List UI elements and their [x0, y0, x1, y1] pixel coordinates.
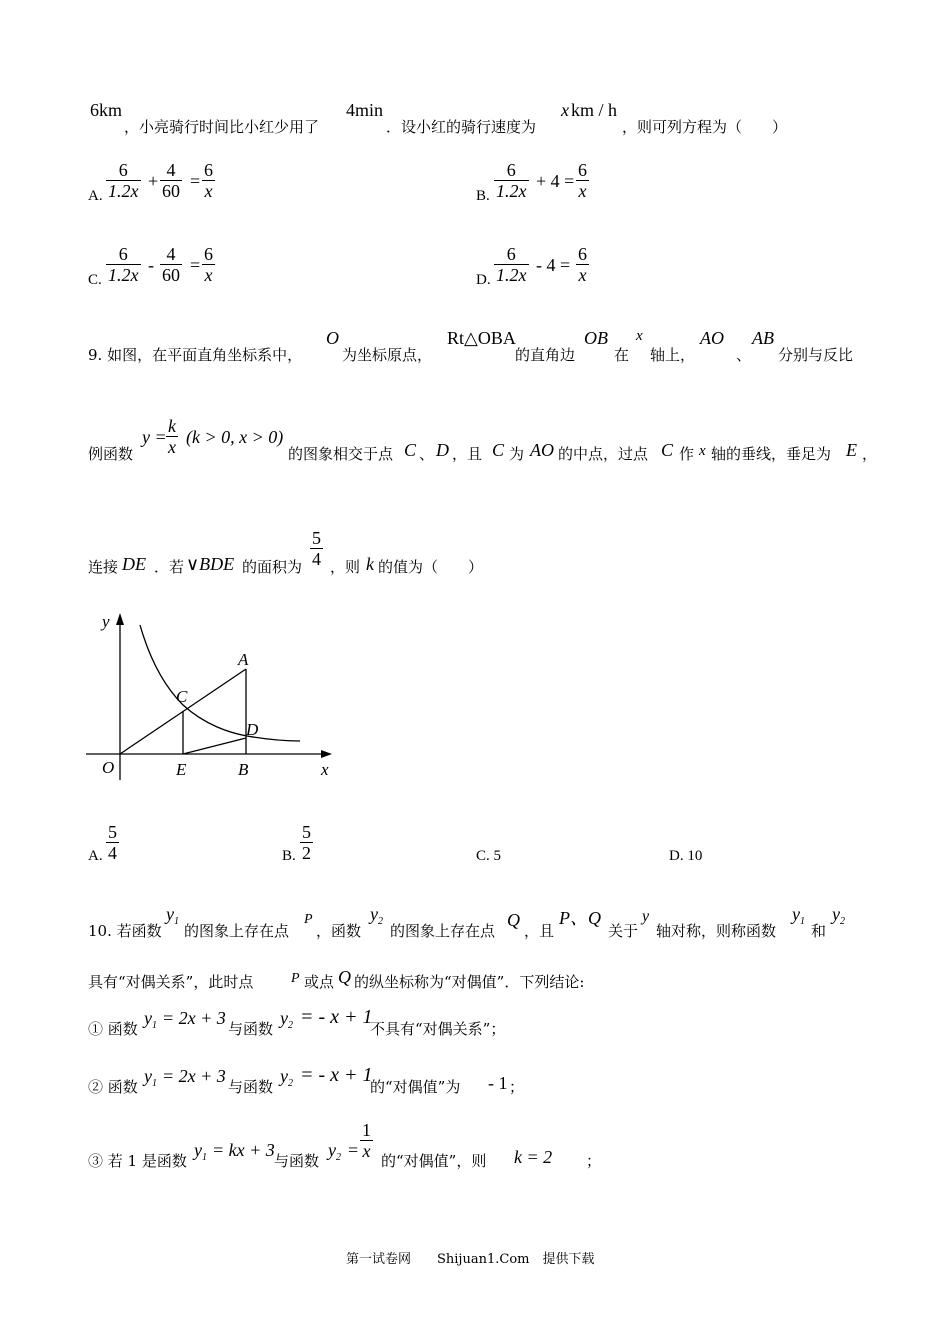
q8-option-c-frac1: $\frac{6}{1.2x}$	[108, 244, 139, 285]
q9-area-frac: $\frac{5}{4}$	[312, 528, 321, 569]
q8-option-a-label: A.	[88, 188, 103, 204]
q10-c2-a: ② 函数	[88, 1078, 138, 1096]
q9-line3-c: 的面积为	[242, 558, 303, 576]
figure-label-x: x	[321, 760, 329, 779]
q9-line1-f: 分别与反比	[778, 346, 854, 364]
speed-var: x	[561, 100, 569, 120]
q9-func-cond: (k > 0, x > 0)	[186, 427, 284, 447]
q8-option-b-frac3: $\frac{6}{x}$	[578, 160, 587, 201]
page-footer: 第一试卷网 Shijuan1.Com 提供下载	[346, 1252, 595, 1267]
q10-l1-a: 10. 若函数	[88, 922, 162, 940]
q10-l2-b: 或点	[304, 973, 335, 991]
q9-line1-c: 的直角边	[515, 346, 576, 364]
q9-origin-O: O	[326, 328, 339, 348]
figure-label-E: E	[176, 760, 187, 779]
q9-line2-a: 例函数	[88, 445, 134, 463]
segment-ED	[183, 738, 246, 754]
q10-c3-y1: $y_1$	[194, 1140, 207, 1163]
q10-c1-a: ① 函数	[88, 1020, 138, 1038]
q9-option-d: D. 10	[669, 848, 703, 864]
q10-c2-y1: $y_1$	[144, 1066, 157, 1089]
q9-line1-b: 为坐标原点，	[342, 346, 433, 364]
q9-E: E	[846, 440, 857, 460]
q9-line3-b: ．若	[154, 558, 185, 576]
speed-unit: km / h	[571, 100, 618, 120]
q9-func-frac: $\frac{k}{x}$	[168, 416, 176, 457]
q9-AO: AO	[700, 328, 724, 348]
q10-l1-d: 的图象上存在点	[390, 922, 496, 940]
q8-text-2: ．设小红的骑行速度为	[386, 118, 537, 136]
q10-c3-a: ③ 若 1 是函数	[88, 1152, 187, 1170]
q8-text-3: ，则可列方程为（ ）	[622, 118, 788, 136]
q10-Q2: Q	[338, 967, 351, 987]
q9-option-a-frac: $\frac{5}{4}$	[108, 822, 117, 863]
q9-rt-triangle: Rt△OBA	[447, 328, 516, 348]
q10-l1-b: 的图象上存在点	[184, 922, 290, 940]
q9-line2-f: 作	[679, 445, 695, 463]
q9-tri: ∨BDE	[186, 554, 235, 574]
figure-label-B: B	[238, 760, 249, 779]
q9-AB: AB	[752, 328, 774, 348]
q10-c1-f1: = 2x + 3	[162, 1008, 226, 1028]
figure-label-O: O	[102, 758, 115, 777]
q10-l1-e: ，且	[524, 922, 555, 940]
q9-line1-e: 轴上，	[650, 346, 696, 364]
q8-option-a-frac1: $\frac{6}{1.2x}$	[108, 160, 139, 201]
figure-label-D: D	[246, 720, 259, 739]
q9-line1-d: 在	[614, 346, 630, 364]
q9-option-c: C. 5	[476, 848, 502, 864]
q10-c3-y2: $y_2$	[328, 1140, 341, 1163]
q8-text-1: ，小亮骑行时间比小红少用了	[124, 118, 320, 136]
q10-c1-b: 与函数	[228, 1020, 274, 1038]
q10-c3-k: k = 2	[514, 1147, 553, 1167]
q10-l2-a: 具有“对偶关系”，此时点	[88, 973, 254, 991]
q10-l2-c: 的纵坐标称为“对偶值”．下列结论:	[354, 973, 585, 991]
q9-DE: DE	[122, 554, 146, 574]
q8-option-d-frac3: $\frac{6}{x}$	[578, 244, 587, 285]
q10-c3-c: 的“对偶值”，则	[381, 1152, 487, 1170]
q9-line3-a: 连接	[88, 558, 119, 576]
q9-line2-e: 的中点，过点	[558, 445, 649, 463]
q9-k: k	[366, 554, 374, 574]
q10-y1-b: $y_1$	[792, 904, 805, 927]
q9-C2: C	[492, 440, 505, 460]
q9-func-lhs: y =	[142, 427, 167, 447]
q10-c3-e: ；	[586, 1152, 602, 1170]
q10-y2: $y_2$	[370, 904, 383, 927]
q9-dun2: 、	[419, 445, 435, 463]
q9-line2-b: 的图象相交于点	[288, 445, 394, 463]
q10-P2: P	[291, 971, 300, 986]
q10-c2-f1: = 2x + 3	[162, 1066, 226, 1086]
q8-option-c-frac2: $\frac{4}{60}$	[162, 244, 180, 285]
q8-option-a-op: +	[148, 171, 159, 191]
q10-c3-b: 与函数	[274, 1152, 320, 1170]
q10-c1-c: 不具有“对偶关系”；	[370, 1020, 506, 1038]
q9-C: C	[404, 440, 417, 460]
q8-option-c-label: C.	[88, 272, 102, 288]
q10-c2-y2: $y_2$	[280, 1066, 293, 1089]
q8-option-c-frac3: $\frac{6}{x}$	[204, 244, 213, 285]
q9-x: x	[636, 328, 643, 344]
q10-c3-f1: = kx + 3	[212, 1140, 275, 1160]
q9-line3-e: 的值为（ ）	[378, 558, 484, 576]
q8-option-b-op: + 4 =	[536, 171, 575, 191]
q9-x2: x	[699, 443, 706, 459]
q9-comma: ，	[862, 445, 878, 463]
figure-label-A: A	[238, 650, 249, 669]
q10-l1-g: 轴对称，则称函数	[656, 922, 777, 940]
q10-l1-f: 关于	[608, 922, 639, 940]
q9-line1-a: 9. 如图，在平面直角坐标系中，	[88, 346, 303, 364]
q10-c3-eq: =	[348, 1140, 359, 1160]
q10-c2-b: 与函数	[228, 1078, 274, 1096]
q10-c2-val: - 1	[488, 1073, 508, 1093]
q10-y1: $y_1$	[166, 904, 179, 927]
q8-option-d-label: D.	[476, 272, 491, 288]
q10-c1-y2: $y_2$	[280, 1008, 293, 1031]
q8-option-a-eq: =	[190, 171, 201, 191]
q9-option-b-frac: $\frac{5}{2}$	[302, 822, 311, 863]
q9-C3: C	[661, 440, 674, 460]
q10-y2-b: $y_2$	[832, 904, 845, 927]
q10-P: P	[304, 912, 313, 927]
q8-option-c-eq: =	[190, 255, 201, 275]
q8-option-c-op: -	[148, 255, 154, 275]
q10-l1-h: 和	[811, 922, 827, 940]
q10-PQ: P、Q	[559, 908, 601, 928]
q10-Q: Q	[507, 910, 520, 930]
y-axis-arrow	[116, 613, 124, 625]
q9-line2-g: 轴的垂线，垂足为	[711, 445, 832, 463]
q9-option-a-label: A.	[88, 848, 103, 864]
q9-line2-d: 为	[509, 445, 525, 463]
q8-option-b-frac1: $\frac{6}{1.2x}$	[496, 160, 527, 201]
q9-line2-c: ，且	[452, 445, 483, 463]
q9-option-b-label: B.	[282, 848, 296, 864]
q8-option-b-label: B.	[476, 188, 490, 204]
q8-option-d-frac1: $\frac{6}{1.2x}$	[496, 244, 527, 285]
q9-figure	[80, 605, 340, 785]
q10-c2-c: 的“对偶值”为	[370, 1078, 461, 1096]
q9-dun: 、	[736, 346, 752, 364]
q9-AO2: AO	[530, 440, 554, 460]
figure-label-C: C	[176, 687, 188, 706]
q8-option-d-op: - 4 =	[536, 255, 571, 275]
q10-c1-y1: $y_1$	[144, 1008, 157, 1031]
distance-value: 6km	[90, 100, 123, 120]
q9-line3-d: ，则	[330, 558, 361, 576]
x-axis-arrow	[321, 750, 332, 758]
q10-yaxis: y	[642, 908, 650, 925]
q8-option-a-frac3: $\frac{6}{x}$	[204, 160, 213, 201]
q10-c3-frac: $\frac{1}{x}$	[362, 1120, 371, 1161]
q10-c2-f2: = - x + 1	[300, 1064, 373, 1086]
q10-c2-d: ；	[509, 1078, 525, 1096]
q10-c1-f2: = - x + 1	[300, 1006, 373, 1028]
figure-label-y: y	[102, 612, 110, 631]
q8-option-a-frac2: $\frac{4}{60}$	[162, 160, 180, 201]
q9-D: D	[436, 440, 449, 460]
time-value: 4min	[346, 100, 384, 120]
q10-l1-c: ，函数	[316, 922, 362, 940]
q9-OB: OB	[584, 328, 608, 348]
